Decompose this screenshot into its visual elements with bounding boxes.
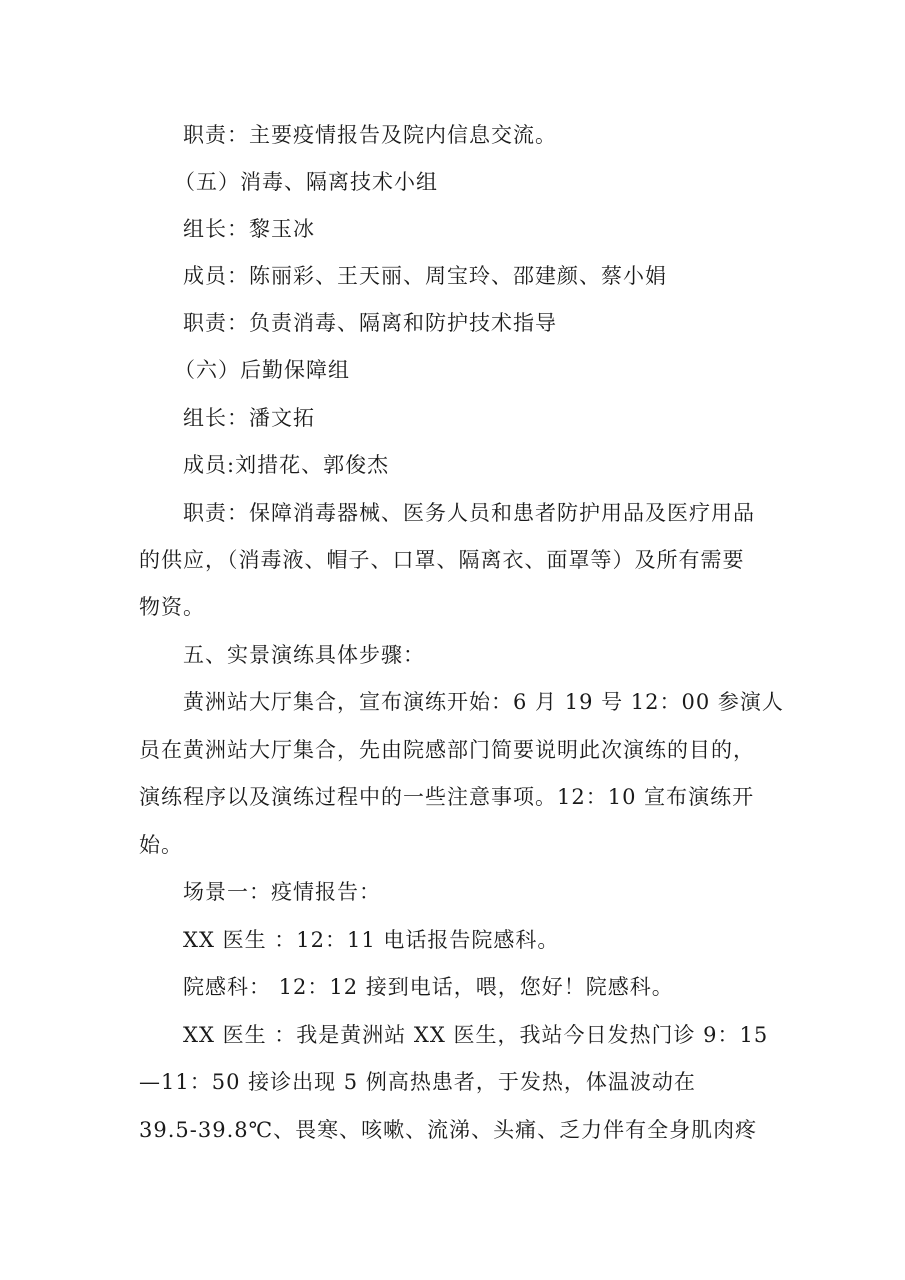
paragraph-line-assembly-4: 始。	[139, 833, 183, 857]
paragraph-line-duty-logistics-2: 的供应，（消毒液、帽子、口罩、隔离衣、面罩等）及所有需要	[139, 548, 745, 572]
paragraph-line-duty-logistics-3: 物资。	[139, 595, 205, 619]
section-heading-drill-steps: 五、实景演练具体步骤：	[183, 643, 425, 667]
paragraph-line-members-disinfection: 成员：陈丽彩、王天丽、周宝玲、邵建颜、蔡小娟	[183, 264, 667, 288]
dialogue-line-doctor-report-3: 39.5-39.8℃、畏寒、咳嗽、流涕、头痛、乏力伴有全身肌肉疼	[139, 1118, 758, 1142]
paragraph-line-assembly-3: 演练程序以及演练过程中的一些注意事项。12：10 宣布演练开	[139, 785, 755, 809]
paragraph-line-leader-pan: 组长：潘文拓	[183, 406, 315, 430]
section-heading-logistics-group: （六）后勤保障组	[174, 358, 350, 382]
paragraph-line-assembly-1: 黄洲站大厅集合，宣布演练开始：6 月 19 号 12：00 参演人	[183, 690, 784, 714]
section-heading-scene-one: 场景一：疫情报告：	[183, 880, 381, 904]
paragraph-line-members-logistics: 成员:刘措花、郭俊杰	[183, 453, 390, 477]
paragraph-line-assembly-2: 员在黄洲站大厅集合，先由院感部门简要说明此次演练的目的，	[139, 738, 755, 762]
section-heading-disinfection-group: （五）消毒、隔离技术小组	[174, 170, 438, 194]
paragraph-line-duty-logistics-1: 职责：保障消毒器械、医务人员和患者防护用品及医疗用品	[183, 501, 755, 525]
dialogue-line-doctor-report-2: —11：50 接诊出现 5 例高热患者，于发热，体温波动在	[139, 1070, 696, 1094]
paragraph-line-duty-disinfection: 职责：负责消毒、隔离和防护技术指导	[183, 311, 557, 335]
paragraph-line-leader-li: 组长：黎玉冰	[183, 217, 315, 241]
dialogue-line-infection-dept: 院感科： 12：12 接到电话，喂，您好！院感科。	[183, 975, 674, 999]
dialogue-line-doctor-call: XX 医生 ：12：11 电话报告院感科。	[183, 928, 560, 952]
paragraph-line-duty-report: 职责：主要疫情报告及院内信息交流。	[183, 123, 557, 147]
dialogue-line-doctor-report-1: XX 医生 ：我是黄洲站 XX 医生，我站今日发热门诊 9：15	[183, 1023, 769, 1047]
